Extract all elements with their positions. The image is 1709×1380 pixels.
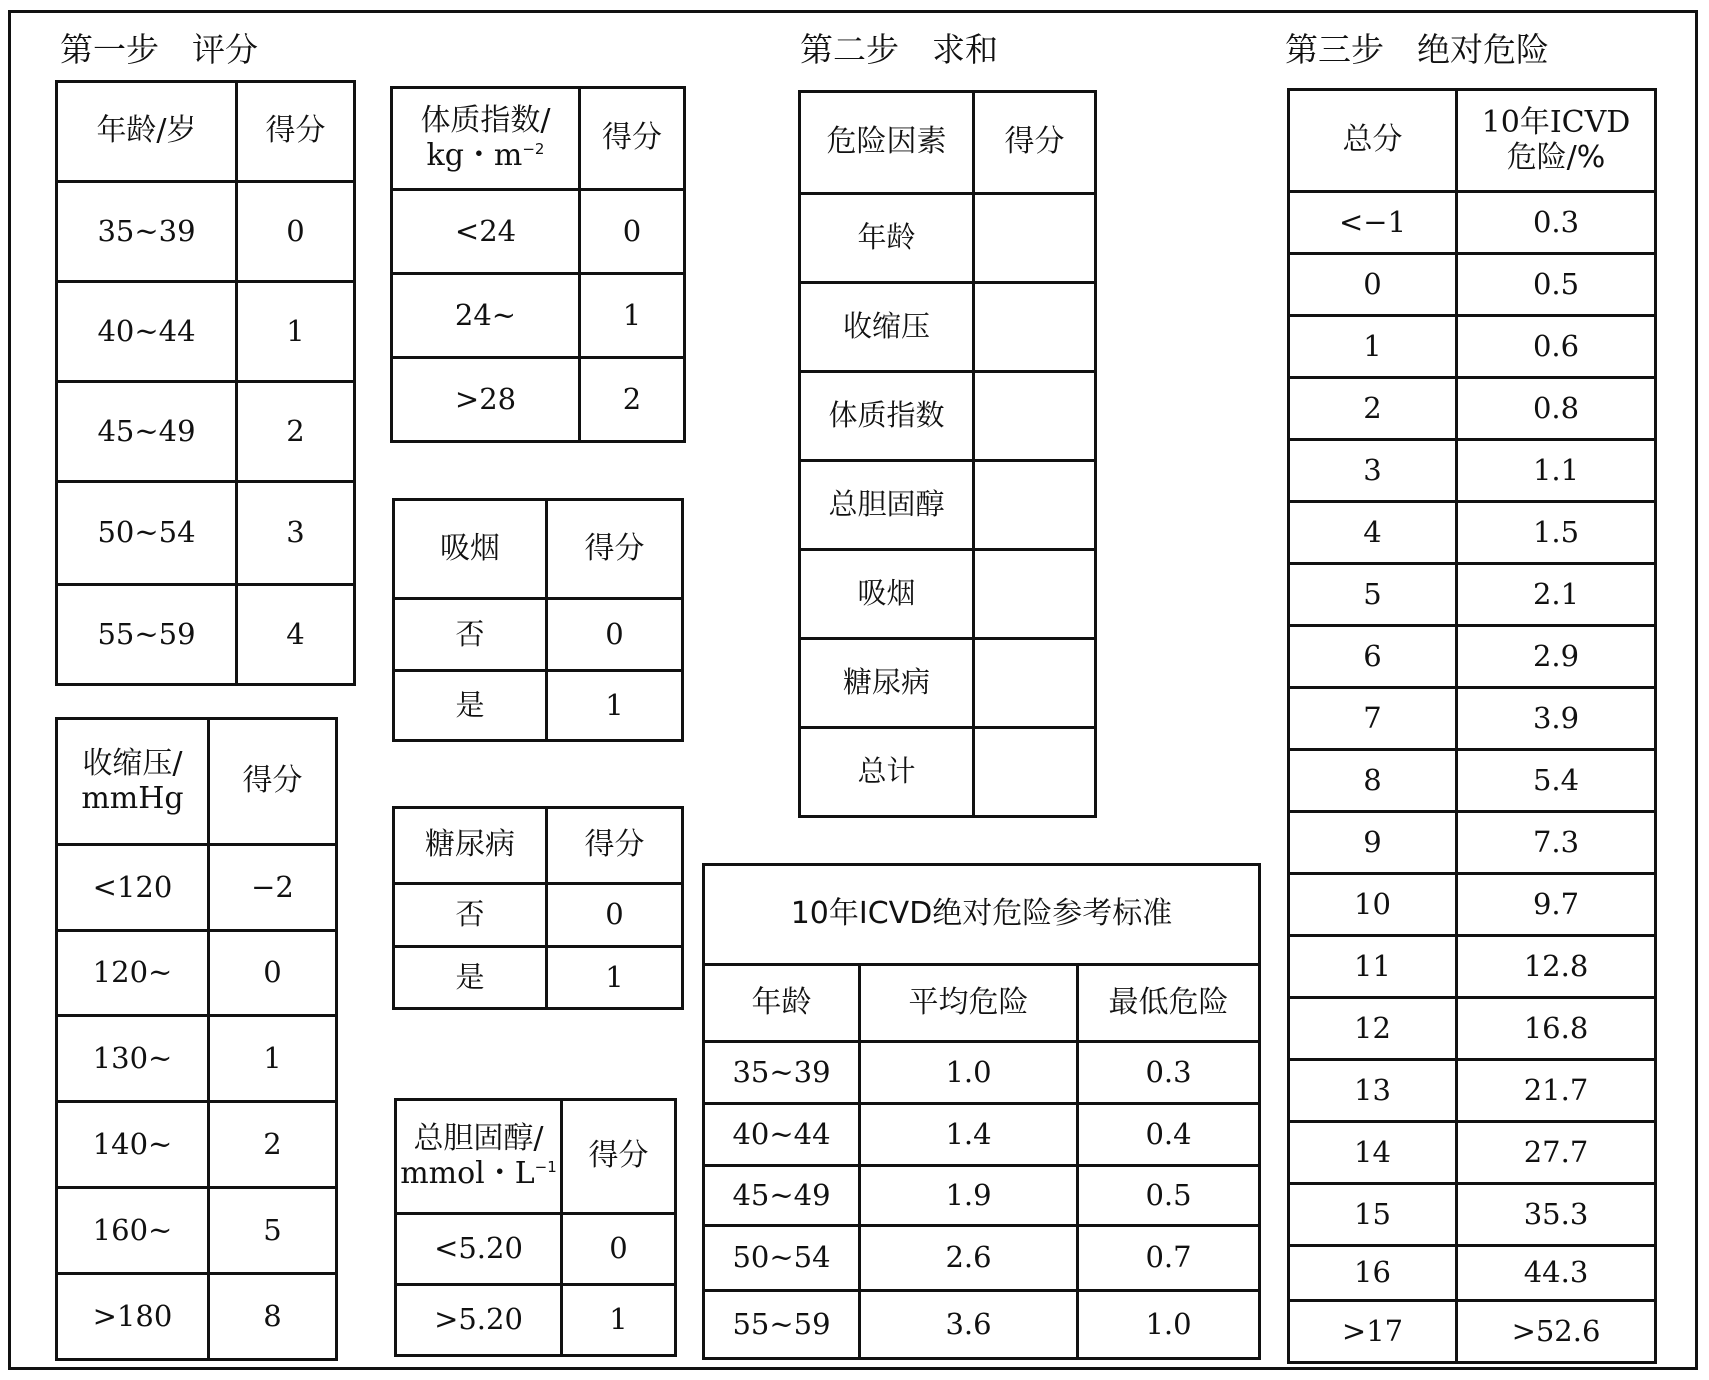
total-score-value: 16 (1289, 1246, 1457, 1301)
table-row (394, 884, 683, 947)
reference-lowest: 0.7 (1078, 1226, 1260, 1291)
total-score-value: 9 (1289, 812, 1457, 874)
total-score-value: 7 (1289, 688, 1457, 750)
diabetes-header: 糖尿病 (394, 808, 547, 884)
bmi-header-line2: kg・m (426, 137, 523, 173)
age-range: 45~49 (57, 382, 237, 482)
age-range: 55~59 (57, 585, 237, 685)
risk-value: 9.7 (1457, 874, 1656, 936)
risk-header-line2: 危险/% (1506, 139, 1606, 175)
risk-factor-name: 收缩压 (800, 283, 974, 372)
total-score-value: 0 (1289, 254, 1457, 316)
cholesterol-header-exponent: −1 (534, 1157, 557, 1176)
diabetes-score-header: 得分 (547, 808, 683, 884)
cholesterol-score: 1 (562, 1285, 676, 1356)
total-score-value: 2 (1289, 378, 1457, 440)
total-score-value: 11 (1289, 936, 1457, 998)
table-row (800, 372, 1096, 461)
bmi-score: 1 (580, 274, 685, 358)
table-row (57, 182, 355, 282)
age-score: 0 (237, 182, 355, 282)
table-row (394, 671, 683, 741)
sbp-header (57, 719, 209, 845)
total-score-value: 1 (1289, 316, 1457, 378)
risk-value: 0.5 (1457, 254, 1656, 316)
table-row (57, 845, 337, 931)
table-row (392, 358, 685, 442)
table-row (800, 283, 1096, 372)
sbp-score-table (55, 717, 338, 1361)
risk-factor-name: 体质指数 (800, 372, 974, 461)
total-score-value: 4 (1289, 502, 1457, 564)
table-row (1289, 192, 1656, 254)
risk-value: 27.7 (1457, 1122, 1656, 1184)
absolute-risk-table (1287, 88, 1657, 1364)
sbp-range: 130~ (57, 1016, 209, 1102)
reference-lowest: 0.5 (1078, 1166, 1260, 1226)
reference-title: 10年ICVD绝对危险参考标准 (704, 865, 1260, 965)
risk-factor-score-blank (974, 550, 1096, 639)
total-score-value: 3 (1289, 440, 1457, 502)
table-row (57, 1016, 337, 1102)
age-score-table (55, 80, 356, 686)
age-header: 年龄/岁 (57, 82, 237, 182)
step2-heading: 第二步 求和 (800, 30, 998, 69)
table-row (57, 282, 355, 382)
risk-factor-score-blank (974, 372, 1096, 461)
risk-value: >52.6 (1457, 1301, 1656, 1363)
total-score-value: 5 (1289, 564, 1457, 626)
age-score: 3 (237, 482, 355, 585)
risk-value: 5.4 (1457, 750, 1656, 812)
table-row (1289, 502, 1656, 564)
table-row (1289, 874, 1656, 936)
total-score-value: 6 (1289, 626, 1457, 688)
bmi-range: 24~ (392, 274, 580, 358)
step1-heading: 第一步 评分 (60, 30, 258, 69)
total-score-value: >17 (1289, 1301, 1457, 1363)
sbp-range: 160~ (57, 1188, 209, 1274)
table-row (57, 1188, 337, 1274)
sbp-score: 1 (209, 1016, 337, 1102)
sbp-header-line2: mmHg (81, 780, 184, 816)
sbp-score: 2 (209, 1102, 337, 1188)
table-row (394, 599, 683, 671)
sbp-score: −2 (209, 845, 337, 931)
table-row (1289, 316, 1656, 378)
cholesterol-score-header: 得分 (562, 1100, 676, 1214)
reference-lowest-header: 最低危险 (1078, 965, 1260, 1042)
bmi-score-header: 得分 (580, 88, 685, 190)
risk-value: 12.8 (1457, 936, 1656, 998)
sum-score-header: 得分 (974, 92, 1096, 194)
table-row (800, 639, 1096, 728)
risk-value: 2.1 (1457, 564, 1656, 626)
table-row (704, 1166, 1260, 1226)
table-row (1289, 378, 1656, 440)
risk-percent-header (1457, 90, 1656, 192)
table-row (57, 382, 355, 482)
bmi-score-table (390, 86, 686, 443)
total-score-value: 15 (1289, 1184, 1457, 1246)
diabetes-score: 0 (547, 884, 683, 947)
table-row (1289, 812, 1656, 874)
age-range: 50~54 (57, 482, 237, 585)
table-row (1289, 564, 1656, 626)
table-row (1289, 1122, 1656, 1184)
reference-average: 1.4 (860, 1104, 1078, 1166)
risk-value: 0.6 (1457, 316, 1656, 378)
sbp-range: 140~ (57, 1102, 209, 1188)
bmi-score: 0 (580, 190, 685, 274)
table-row (1289, 1301, 1656, 1363)
reference-average: 1.0 (860, 1042, 1078, 1104)
table-row (392, 274, 685, 358)
reference-average-header: 平均危险 (860, 965, 1078, 1042)
reference-age: 40~44 (704, 1104, 860, 1166)
table-row (57, 482, 355, 585)
sbp-score: 0 (209, 931, 337, 1016)
table-row (396, 1214, 676, 1285)
risk-factor-header: 危险因素 (800, 92, 974, 194)
table-row (800, 550, 1096, 639)
age-score: 2 (237, 382, 355, 482)
sbp-score: 8 (209, 1274, 337, 1360)
smoking-score: 0 (547, 599, 683, 671)
reference-lowest: 0.4 (1078, 1104, 1260, 1166)
bmi-header-exponent: −2 (522, 139, 545, 158)
risk-header-line1: 10年ICVD (1481, 105, 1631, 140)
bmi-header (392, 88, 580, 190)
age-score-header: 得分 (237, 82, 355, 182)
table-row (800, 461, 1096, 550)
age-score: 4 (237, 585, 355, 685)
table-row (1289, 1184, 1656, 1246)
table-row (1289, 750, 1656, 812)
diabetes-score-table (392, 806, 684, 1010)
risk-value: 16.8 (1457, 998, 1656, 1060)
risk-value: 0.3 (1457, 192, 1656, 254)
age-range: 35~39 (57, 182, 237, 282)
reference-age: 45~49 (704, 1166, 860, 1226)
total-score-blank (974, 728, 1096, 817)
table-row (704, 1042, 1260, 1104)
total-label: 总计 (800, 728, 974, 817)
step3-heading: 第三步 绝对危险 (1285, 30, 1549, 69)
bmi-range: <24 (392, 190, 580, 274)
reference-standard-table (702, 863, 1261, 1360)
reference-age-header: 年龄 (704, 965, 860, 1042)
diabetes-score: 1 (547, 947, 683, 1009)
table-row (392, 190, 685, 274)
reference-age: 50~54 (704, 1226, 860, 1291)
cholesterol-header (396, 1100, 562, 1214)
risk-value: 21.7 (1457, 1060, 1656, 1122)
risk-value: 1.1 (1457, 440, 1656, 502)
table-row (1289, 936, 1656, 998)
bmi-range: >28 (392, 358, 580, 442)
risk-factor-name: 糖尿病 (800, 639, 974, 728)
reference-average: 1.9 (860, 1166, 1078, 1226)
table-row (1289, 254, 1656, 316)
bmi-score: 2 (580, 358, 685, 442)
risk-factor-name: 总胆固醇 (800, 461, 974, 550)
age-score: 1 (237, 282, 355, 382)
smoking-score-table (392, 498, 684, 742)
table-row (1289, 1246, 1656, 1301)
smoking-option: 否 (394, 599, 547, 671)
risk-factor-name: 年龄 (800, 194, 974, 283)
diabetes-option: 否 (394, 884, 547, 947)
reference-average: 3.6 (860, 1291, 1078, 1359)
table-row (396, 1285, 676, 1356)
reference-lowest: 1.0 (1078, 1291, 1260, 1359)
reference-lowest: 0.3 (1078, 1042, 1260, 1104)
cholesterol-score-table (394, 1098, 677, 1357)
table-row (704, 1104, 1260, 1166)
diabetes-option: 是 (394, 947, 547, 1009)
risk-value: 35.3 (1457, 1184, 1656, 1246)
cholesterol-range: <5.20 (396, 1214, 562, 1285)
total-score-value: <−1 (1289, 192, 1457, 254)
table-row (704, 1291, 1260, 1359)
table-row (1289, 688, 1656, 750)
total-score-value: 13 (1289, 1060, 1457, 1122)
reference-age: 55~59 (704, 1291, 860, 1359)
reference-age: 35~39 (704, 1042, 860, 1104)
sbp-header-line1: 收缩压/ (82, 746, 183, 781)
table-row (704, 1226, 1260, 1291)
cholesterol-range: >5.20 (396, 1285, 562, 1356)
risk-value: 3.9 (1457, 688, 1656, 750)
table-row (1289, 440, 1656, 502)
table-row (57, 585, 355, 685)
bmi-header-line1: 体质指数/ (420, 103, 551, 138)
reference-average: 2.6 (860, 1226, 1078, 1291)
smoking-option: 是 (394, 671, 547, 741)
table-row (57, 1102, 337, 1188)
total-score-value: 10 (1289, 874, 1457, 936)
total-score-value: 14 (1289, 1122, 1457, 1184)
risk-value: 44.3 (1457, 1246, 1656, 1301)
cholesterol-header-line1: 总胆固醇/ (413, 1121, 544, 1156)
age-range: 40~44 (57, 282, 237, 382)
table-row (57, 1274, 337, 1360)
table-row (800, 728, 1096, 817)
sum-table (798, 90, 1097, 818)
cholesterol-header-line2: mmol・L (400, 1155, 535, 1191)
table-row (1289, 1060, 1656, 1122)
table-row (394, 947, 683, 1009)
risk-value: 7.3 (1457, 812, 1656, 874)
table-row (1289, 626, 1656, 688)
table-row (57, 931, 337, 1016)
sbp-range: >180 (57, 1274, 209, 1360)
total-score-value: 8 (1289, 750, 1457, 812)
risk-factor-score-blank (974, 283, 1096, 372)
risk-factor-score-blank (974, 194, 1096, 283)
smoking-header: 吸烟 (394, 500, 547, 599)
table-row (800, 194, 1096, 283)
risk-value: 2.9 (1457, 626, 1656, 688)
risk-value: 0.8 (1457, 378, 1656, 440)
total-score-header: 总分 (1289, 90, 1457, 192)
smoking-score: 1 (547, 671, 683, 741)
sbp-score: 5 (209, 1188, 337, 1274)
sbp-range: 120~ (57, 931, 209, 1016)
risk-factor-score-blank (974, 639, 1096, 728)
cholesterol-score: 0 (562, 1214, 676, 1285)
risk-factor-score-blank (974, 461, 1096, 550)
risk-factor-name: 吸烟 (800, 550, 974, 639)
sbp-range: <120 (57, 845, 209, 931)
total-score-value: 12 (1289, 998, 1457, 1060)
smoking-score-header: 得分 (547, 500, 683, 599)
sbp-score-header: 得分 (209, 719, 337, 845)
risk-value: 1.5 (1457, 502, 1656, 564)
table-row (1289, 998, 1656, 1060)
